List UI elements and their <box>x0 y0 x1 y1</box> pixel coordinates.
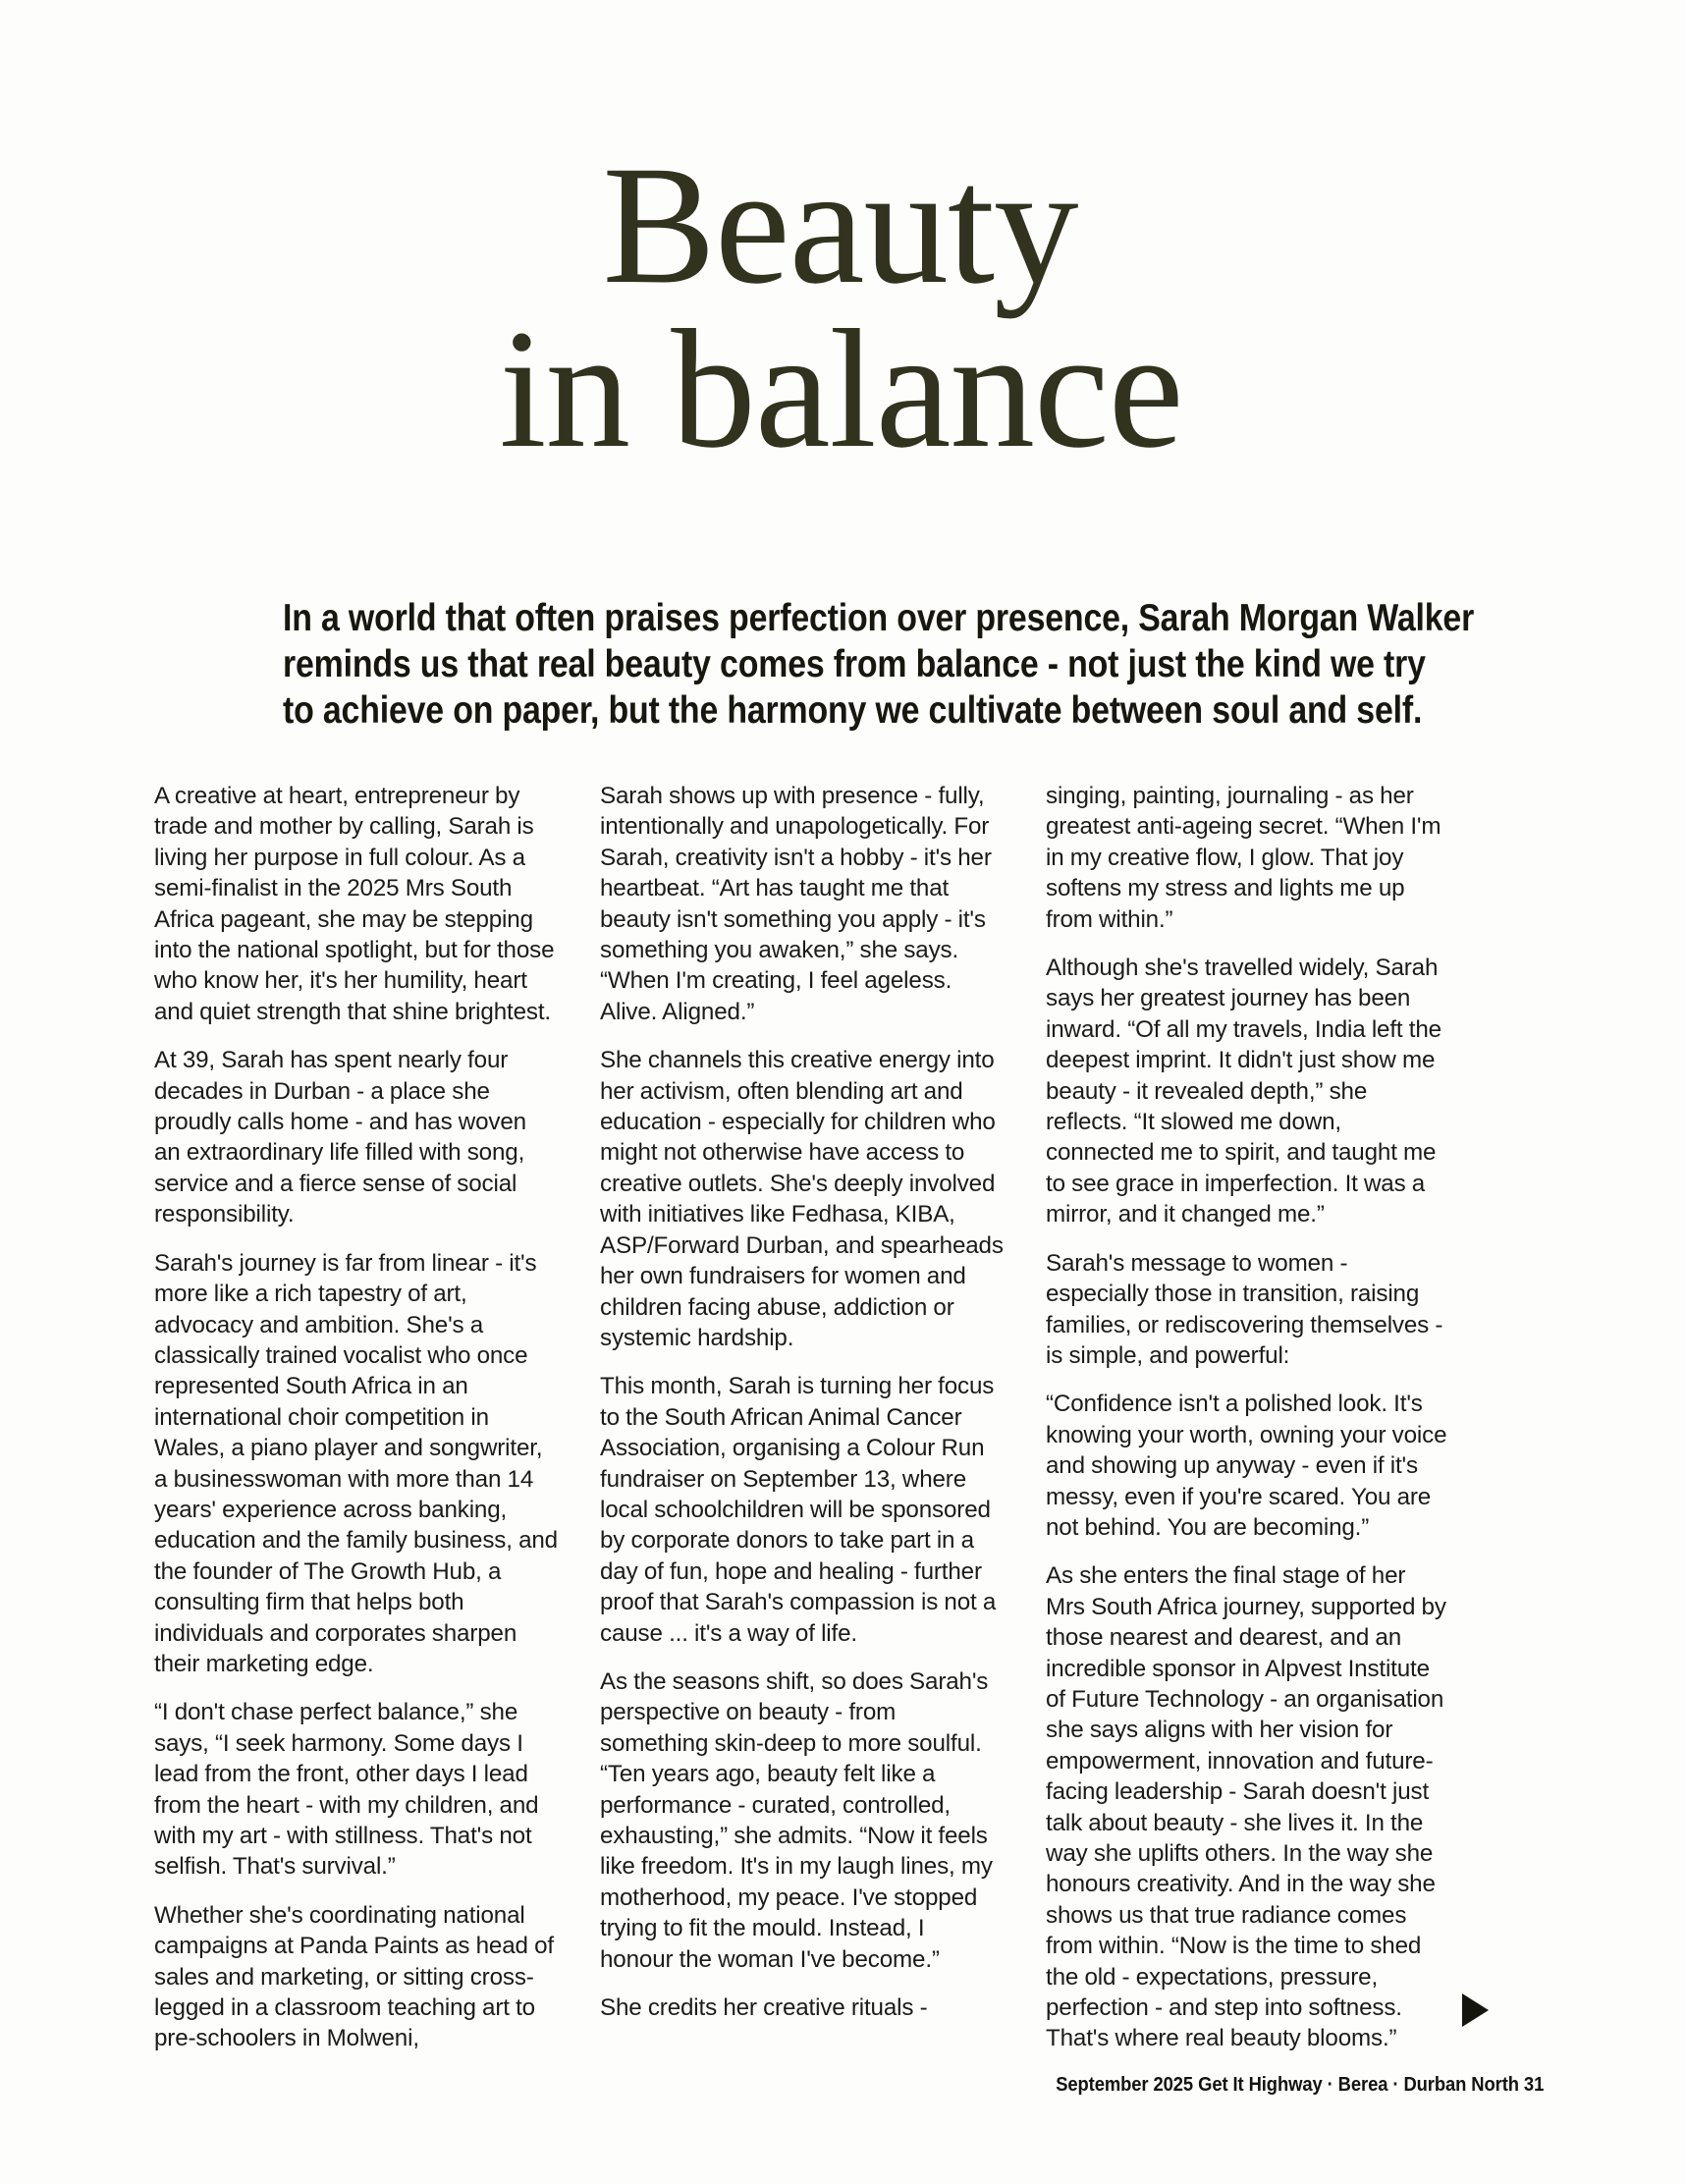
standfirst-line-1: In a world that often praises perfection over presence, Sarah Morgan Walker <box>283 597 1475 639</box>
headline-line-2: in balance <box>499 296 1183 484</box>
paragraph: “I don't chase perfect balance,” she says, “I seek harmony. Some days I lead from the front, other days I lead from the heart - with my children, and with my art - with stillness. That's not selfish. That's survival.” <box>154 1699 539 1881</box>
headline-line-1: Beauty <box>602 132 1078 319</box>
paragraph: Whether she's coordinating national campaigns at Panda Paints as head of sales and marketing, or sitting cross-legged in a classroom teaching art to pre-schoolers in Molweni, <box>154 1901 554 2052</box>
paragraph: Sarah shows up with presence - fully, intentionally and unapologetically. For Sarah, creativity isn't a hobby - it's her heartbeat. “Art has taught me that beauty isn't something you apply - it's something you awaken,” she says. “When I'm creating, I feel ageless. Alive. Aligned.” <box>600 783 992 1025</box>
standfirst-line-3: to achieve on paper, but the harmony we cultivate between soul and self. <box>283 688 1423 732</box>
paragraph: As the seasons shift, so does Sarah's perspective on beauty - from something skin-deep to more soulful. “Ten years ago, beauty felt like a performance - curated, controlled, exhausting,” she admits. “Now it feels like freedom. It's in my laugh lines, my motherhood, my peace. I've stopped trying to fit the mould. Instead, I honour the woman I've become.” <box>600 1667 993 1973</box>
paragraph: “Confidence isn't a polished look. It's knowing your worth, owning your voice and showing up anyway - even if it's messy, even if you're scared. You are not behind. You are becoming.” <box>1046 1391 1447 1541</box>
paragraph: A creative at heart, entrepreneur by trade and mother by calling, Sarah is living her purpose in full colour. As a semi-finalist in the 2025 Mrs South Africa pageant, she may be stepping into the national spotlight, but for those who know her, it's her humility, heart and quiet strength that shine brightest. <box>154 783 555 1025</box>
paragraph: As she enters the final stage of her Mrs South Africa journey, supported by those nearest and dearest, and an incredible sponsor in Alpvest Institute of Future Technology - an organisation she says aligns with her vision for empowerment, innovation and future-facing leadership - Sarah doesn't just talk about beauty - she lives it. In the way she uplifts others. In the way she honours creativity. And in the way she shows us that true radiance comes from within. “Now is the time to shed the old - expectations, pressure, perfection - and step into softness. That's where real beauty blooms.” <box>1046 1562 1446 2052</box>
paragraph: Sarah's message to women - especially those in transition, raising families, or rediscovering themselves - is simple, and powerful: <box>1046 1249 1443 1369</box>
paragraph: singing, painting, journaling - as her greatest anti-ageing secret. “When I'm in my creative flow, I glow. That joy softens my stress and lights me up from within.” <box>1046 783 1441 933</box>
paragraph: She credits her creative rituals - <box>600 1994 928 2022</box>
paragraph: She channels this creative energy into her activism, often blending art and education - especially for children who might not otherwise have access to creative outlets. She's deeply involved with initiatives like Fedhasa, KIBA, ASP/Forward Durban, and spearheads her own fundraisers for women and children facing abuse, addiction or systemic hardship. <box>600 1047 1004 1351</box>
body-column-2 <box>600 781 1004 2023</box>
standfirst-line-2: reminds us that real beauty comes from balance - not just the kind we try <box>283 642 1426 685</box>
body-column-3 <box>1046 781 1449 2054</box>
paragraph: Sarah's journey is far from linear - it's more like a rich tapestry of art, advocacy and ambition. She's a classically trained vocalist who once represented South Africa in an international choir competition in Wales, a piano player and songwriter, a businesswoman with more than 14 years' experience across banking, education and the family business, and the founder of The Growth Hub, a consulting firm that helps both individuals and corporates sharpen their marketing edge. <box>154 1249 558 1677</box>
article-standfirst <box>283 596 1475 735</box>
page-headline <box>0 132 1686 484</box>
page-footer: September 2025 Get It Highway · Berea · Durban North 31 <box>1055 2074 1544 2096</box>
paragraph: This month, Sarah is turning her focus to the South African Animal Cancer Association, organising a Colour Run fundraiser on September 13, where local schoolchildren will be sponsored by corporate donors to take part in a day of fun, hope and healing - further proof that Sarah's compassion is not a cause ... it's a way of life. <box>600 1373 997 1647</box>
right-triangle-continue-icon <box>1462 1993 1489 2027</box>
article-body <box>154 781 1549 2054</box>
body-column-1 <box>154 781 558 2054</box>
paragraph: At 39, Sarah has spent nearly four decades in Durban - a place she proudly calls home - and has woven an extraordinary life filled with song, service and a fierce sense of social responsibility. <box>154 1047 526 1228</box>
paragraph: Although she's travelled widely, Sarah says her greatest journey has been inward. “Of all my travels, India left the deepest imprint. It didn't just show me beauty - it revealed depth,” she reflects. “It slowed me down, connected me to spirit, and taught me to see grace in imperfection. It was a mirror, and it changed me.” <box>1046 955 1441 1228</box>
